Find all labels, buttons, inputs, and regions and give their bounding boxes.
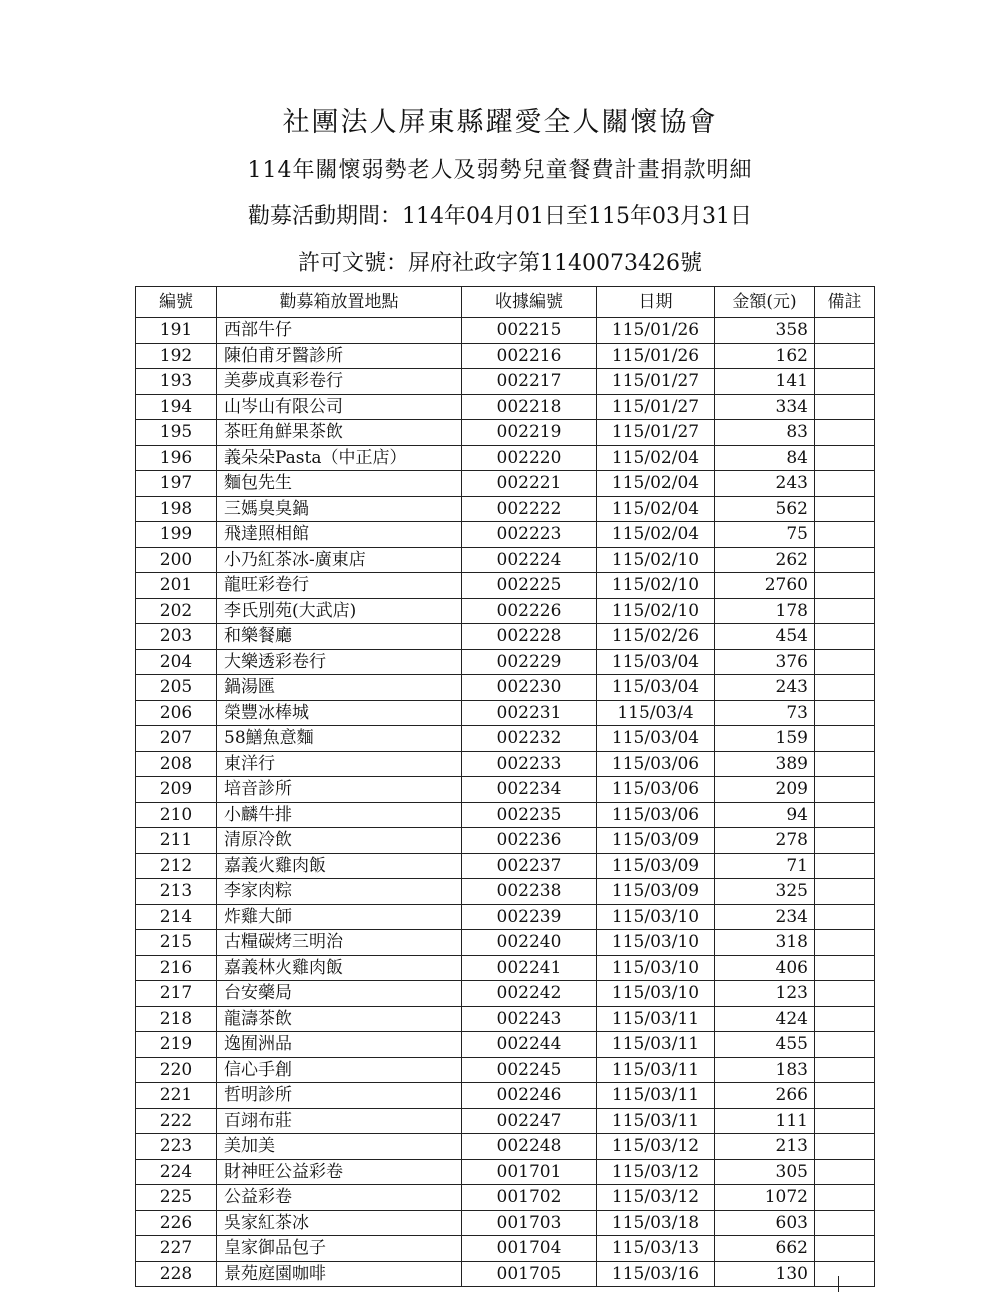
row-date: 115/02/10	[597, 598, 715, 624]
column-header-note: 備註	[815, 287, 875, 318]
row-note	[815, 777, 875, 803]
row-location: 三媽臭臭鍋	[217, 496, 462, 522]
row-receipt: 002215	[462, 318, 597, 344]
row-location: 李氏別苑(大武店)	[217, 598, 462, 624]
row-amount: 662	[715, 1236, 815, 1262]
row-receipt: 001703	[462, 1210, 597, 1236]
row-location: 58鱔魚意麵	[217, 726, 462, 752]
row-amount: 278	[715, 828, 815, 854]
row-receipt: 002224	[462, 547, 597, 573]
row-note	[815, 522, 875, 548]
row-number: 221	[136, 1083, 217, 1109]
row-location: 炸雞大師	[217, 904, 462, 930]
row-note	[815, 1236, 875, 1262]
row-note	[815, 955, 875, 981]
row-location: 美夢成真彩卷行	[217, 369, 462, 395]
row-location: 古糧碳烤三明治	[217, 930, 462, 956]
row-receipt: 002239	[462, 904, 597, 930]
row-date: 115/01/26	[597, 343, 715, 369]
row-number: 215	[136, 930, 217, 956]
row-receipt: 002245	[462, 1057, 597, 1083]
row-location: 小乃紅茶冰-廣東店	[217, 547, 462, 573]
row-receipt: 001705	[462, 1261, 597, 1287]
row-receipt: 002228	[462, 624, 597, 650]
row-number: 209	[136, 777, 217, 803]
row-date: 115/01/26	[597, 318, 715, 344]
row-location: 皇家御品包子	[217, 1236, 462, 1262]
row-location: 小麟牛排	[217, 802, 462, 828]
table-row	[136, 1210, 875, 1236]
row-location: 榮豐冰棒城	[217, 700, 462, 726]
row-receipt: 002219	[462, 420, 597, 446]
row-receipt: 002221	[462, 471, 597, 497]
row-receipt: 002246	[462, 1083, 597, 1109]
table-row	[136, 930, 875, 956]
row-note	[815, 802, 875, 828]
row-location: 嘉義林火雞肉飯	[217, 955, 462, 981]
row-amount: 75	[715, 522, 815, 548]
row-number: 203	[136, 624, 217, 650]
table-header-row	[136, 287, 875, 318]
row-amount: 318	[715, 930, 815, 956]
table-row	[136, 598, 875, 624]
table-row	[136, 675, 875, 701]
row-receipt: 002216	[462, 343, 597, 369]
table-row	[136, 624, 875, 650]
row-location: 培音診所	[217, 777, 462, 803]
row-date: 115/02/10	[597, 547, 715, 573]
row-receipt: 002233	[462, 751, 597, 777]
row-location: 龍濤茶飲	[217, 1006, 462, 1032]
row-date: 115/03/11	[597, 1083, 715, 1109]
row-number: 194	[136, 394, 217, 420]
row-date: 115/03/04	[597, 675, 715, 701]
row-amount: 243	[715, 471, 815, 497]
row-date: 115/03/04	[597, 726, 715, 752]
table-row	[136, 1032, 875, 1058]
row-receipt: 002248	[462, 1134, 597, 1160]
donation-table	[135, 286, 875, 1287]
table-row	[136, 904, 875, 930]
row-number: 216	[136, 955, 217, 981]
row-number: 202	[136, 598, 217, 624]
row-amount: 334	[715, 394, 815, 420]
table-row	[136, 649, 875, 675]
table-row	[136, 751, 875, 777]
row-note	[815, 726, 875, 752]
row-location: 嘉義火雞肉飯	[217, 853, 462, 879]
table-row	[136, 1083, 875, 1109]
row-date: 115/03/12	[597, 1134, 715, 1160]
row-amount: 94	[715, 802, 815, 828]
row-number: 227	[136, 1236, 217, 1262]
row-receipt: 002241	[462, 955, 597, 981]
row-amount: 603	[715, 1210, 815, 1236]
row-note	[815, 369, 875, 395]
table-row	[136, 700, 875, 726]
row-note	[815, 1159, 875, 1185]
row-note	[815, 1261, 875, 1287]
row-location: 清原冷飲	[217, 828, 462, 854]
row-receipt: 002231	[462, 700, 597, 726]
fundraising-period: 勸募活動期間：114年04月01日至115年03月31日	[248, 204, 752, 229]
row-amount: 406	[715, 955, 815, 981]
row-note	[815, 598, 875, 624]
row-receipt: 002236	[462, 828, 597, 854]
row-number: 218	[136, 1006, 217, 1032]
row-amount: 209	[715, 777, 815, 803]
row-location: 李家肉粽	[217, 879, 462, 905]
row-amount: 83	[715, 420, 815, 446]
row-amount: 358	[715, 318, 815, 344]
row-receipt: 002232	[462, 726, 597, 752]
row-amount: 376	[715, 649, 815, 675]
row-receipt: 002220	[462, 445, 597, 471]
row-date: 115/03/12	[597, 1185, 715, 1211]
row-number: 204	[136, 649, 217, 675]
table-row	[136, 1108, 875, 1134]
table-row	[136, 981, 875, 1007]
row-number: 214	[136, 904, 217, 930]
row-date: 115/01/27	[597, 369, 715, 395]
row-note	[815, 471, 875, 497]
row-number: 200	[136, 547, 217, 573]
row-receipt: 002238	[462, 879, 597, 905]
row-date: 115/03/06	[597, 777, 715, 803]
row-note	[815, 1057, 875, 1083]
row-number: 219	[136, 1032, 217, 1058]
table-row	[136, 955, 875, 981]
row-note	[815, 1032, 875, 1058]
row-note	[815, 1108, 875, 1134]
row-location: 西部牛仔	[217, 318, 462, 344]
row-date: 115/03/11	[597, 1006, 715, 1032]
row-note	[815, 828, 875, 854]
row-location: 景苑庭園咖啡	[217, 1261, 462, 1287]
row-receipt: 002234	[462, 777, 597, 803]
row-location: 公益彩卷	[217, 1185, 462, 1211]
row-note	[815, 496, 875, 522]
row-amount: 455	[715, 1032, 815, 1058]
row-number: 206	[136, 700, 217, 726]
row-date: 115/03/10	[597, 981, 715, 1007]
table-row	[136, 802, 875, 828]
row-amount: 262	[715, 547, 815, 573]
row-location: 台安藥局	[217, 981, 462, 1007]
row-amount: 130	[715, 1261, 815, 1287]
row-amount: 454	[715, 624, 815, 650]
row-amount: 389	[715, 751, 815, 777]
table-row	[136, 471, 875, 497]
table-row	[136, 394, 875, 420]
row-date: 115/02/10	[597, 573, 715, 599]
table-row	[136, 343, 875, 369]
row-date: 115/03/06	[597, 802, 715, 828]
table-row	[136, 420, 875, 446]
row-location: 鍋湯匯	[217, 675, 462, 701]
row-receipt: 002223	[462, 522, 597, 548]
row-number: 226	[136, 1210, 217, 1236]
row-date: 115/03/06	[597, 751, 715, 777]
row-receipt: 002218	[462, 394, 597, 420]
row-number: 213	[136, 879, 217, 905]
table-row	[136, 1159, 875, 1185]
row-date: 115/03/16	[597, 1261, 715, 1287]
table-row	[136, 445, 875, 471]
row-note	[815, 420, 875, 446]
row-number: 211	[136, 828, 217, 854]
row-note	[815, 1083, 875, 1109]
row-amount: 178	[715, 598, 815, 624]
row-number: 191	[136, 318, 217, 344]
row-location: 義朵朵Pasta（中正店）	[217, 445, 462, 471]
row-receipt: 002243	[462, 1006, 597, 1032]
table-row	[136, 1134, 875, 1160]
row-amount: 234	[715, 904, 815, 930]
row-location: 和樂餐廳	[217, 624, 462, 650]
row-date: 115/03/12	[597, 1159, 715, 1185]
row-receipt: 001704	[462, 1236, 597, 1262]
row-number: 196	[136, 445, 217, 471]
row-amount: 213	[715, 1134, 815, 1160]
row-note	[815, 751, 875, 777]
row-date: 115/03/09	[597, 853, 715, 879]
row-number: 205	[136, 675, 217, 701]
row-location: 大樂透彩卷行	[217, 649, 462, 675]
table-row	[136, 1057, 875, 1083]
row-receipt: 002230	[462, 675, 597, 701]
row-note	[815, 930, 875, 956]
row-date: 115/03/10	[597, 904, 715, 930]
row-date: 115/02/04	[597, 471, 715, 497]
row-location: 茶旺角鮮果茶飲	[217, 420, 462, 446]
row-location: 麵包先生	[217, 471, 462, 497]
column-header-receipt: 收據編號	[462, 287, 597, 318]
row-location: 東洋行	[217, 751, 462, 777]
table-row	[136, 828, 875, 854]
row-date: 115/03/18	[597, 1210, 715, 1236]
column-header-location: 勸募箱放置地點	[217, 287, 462, 318]
row-amount: 73	[715, 700, 815, 726]
row-date: 115/03/11	[597, 1032, 715, 1058]
row-number: 228	[136, 1261, 217, 1287]
organization-title: 社團法人屏東縣躍愛全人關懷協會	[282, 107, 718, 138]
row-number: 208	[136, 751, 217, 777]
table-row	[136, 1185, 875, 1211]
row-location: 山岑山有限公司	[217, 394, 462, 420]
row-receipt: 002242	[462, 981, 597, 1007]
row-number: 192	[136, 343, 217, 369]
row-number: 197	[136, 471, 217, 497]
row-note	[815, 700, 875, 726]
row-note	[815, 853, 875, 879]
row-number: 225	[136, 1185, 217, 1211]
row-amount: 424	[715, 1006, 815, 1032]
row-amount: 305	[715, 1159, 815, 1185]
row-date: 115/02/26	[597, 624, 715, 650]
row-location: 飛達照相館	[217, 522, 462, 548]
row-date: 115/03/13	[597, 1236, 715, 1262]
row-location: 吳家紅茶冰	[217, 1210, 462, 1236]
row-number: 201	[136, 573, 217, 599]
row-amount: 562	[715, 496, 815, 522]
column-header-date: 日期	[597, 287, 715, 318]
row-note	[815, 573, 875, 599]
row-note	[815, 1006, 875, 1032]
row-number: 207	[136, 726, 217, 752]
row-receipt: 002222	[462, 496, 597, 522]
row-note	[815, 547, 875, 573]
row-amount: 141	[715, 369, 815, 395]
table-row	[136, 547, 875, 573]
table-row	[136, 1236, 875, 1262]
column-header-number: 編號	[136, 287, 217, 318]
column-header-amount: 金額(元)	[715, 287, 815, 318]
row-number: 210	[136, 802, 217, 828]
row-amount: 111	[715, 1108, 815, 1134]
row-note	[815, 394, 875, 420]
row-number: 222	[136, 1108, 217, 1134]
row-receipt: 002217	[462, 369, 597, 395]
row-note	[815, 343, 875, 369]
row-amount: 162	[715, 343, 815, 369]
row-date: 115/01/27	[597, 420, 715, 446]
row-receipt: 002240	[462, 930, 597, 956]
table-row	[136, 369, 875, 395]
row-date: 115/03/11	[597, 1108, 715, 1134]
row-note	[815, 879, 875, 905]
row-date: 115/03/09	[597, 879, 715, 905]
row-date: 115/02/04	[597, 522, 715, 548]
row-amount: 2760	[715, 573, 815, 599]
row-location: 信心手創	[217, 1057, 462, 1083]
table-row	[136, 853, 875, 879]
row-number: 212	[136, 853, 217, 879]
permit-number: 許可文號：屏府社政字第1140073426號	[298, 251, 702, 276]
row-date: 115/03/10	[597, 930, 715, 956]
row-note	[815, 981, 875, 1007]
row-date: 115/03/10	[597, 955, 715, 981]
row-number: 199	[136, 522, 217, 548]
row-note	[815, 1210, 875, 1236]
row-location: 龍旺彩卷行	[217, 573, 462, 599]
row-note	[815, 904, 875, 930]
row-location: 財神旺公益彩卷	[217, 1159, 462, 1185]
row-number: 224	[136, 1159, 217, 1185]
row-receipt: 001701	[462, 1159, 597, 1185]
row-number: 198	[136, 496, 217, 522]
row-amount: 266	[715, 1083, 815, 1109]
row-number: 220	[136, 1057, 217, 1083]
row-note	[815, 318, 875, 344]
table-row	[136, 1261, 875, 1287]
row-receipt: 001702	[462, 1185, 597, 1211]
row-amount: 243	[715, 675, 815, 701]
table-row	[136, 318, 875, 344]
row-date: 115/03/04	[597, 649, 715, 675]
table-row	[136, 777, 875, 803]
row-receipt: 002229	[462, 649, 597, 675]
row-note	[815, 1134, 875, 1160]
row-amount: 183	[715, 1057, 815, 1083]
table-row	[136, 879, 875, 905]
row-location: 逸囿洲品	[217, 1032, 462, 1058]
row-number: 195	[136, 420, 217, 446]
table-row	[136, 726, 875, 752]
row-receipt: 002247	[462, 1108, 597, 1134]
row-note	[815, 675, 875, 701]
table-row	[136, 522, 875, 548]
row-date: 115/03/4	[597, 700, 715, 726]
row-receipt: 002237	[462, 853, 597, 879]
row-receipt: 002235	[462, 802, 597, 828]
row-receipt: 002225	[462, 573, 597, 599]
row-number: 217	[136, 981, 217, 1007]
row-date: 115/02/04	[597, 445, 715, 471]
row-note	[815, 624, 875, 650]
row-note	[815, 1185, 875, 1211]
row-date: 115/03/11	[597, 1057, 715, 1083]
row-date: 115/01/27	[597, 394, 715, 420]
row-amount: 123	[715, 981, 815, 1007]
row-amount: 159	[715, 726, 815, 752]
row-date: 115/02/04	[597, 496, 715, 522]
row-number: 193	[136, 369, 217, 395]
row-location: 美加美	[217, 1134, 462, 1160]
row-location: 陳伯甫牙醫診所	[217, 343, 462, 369]
project-title: 114年關懷弱勢老人及弱勢兒童餐費計畫捐款明細	[247, 158, 753, 183]
row-location: 哲明診所	[217, 1083, 462, 1109]
row-date: 115/03/09	[597, 828, 715, 854]
row-amount: 71	[715, 853, 815, 879]
row-number: 223	[136, 1134, 217, 1160]
row-note	[815, 649, 875, 675]
row-receipt: 002226	[462, 598, 597, 624]
table-row	[136, 1006, 875, 1032]
row-location: 百翊布莊	[217, 1108, 462, 1134]
table-edge-continuation	[838, 1276, 840, 1292]
row-amount: 1072	[715, 1185, 815, 1211]
table-row	[136, 573, 875, 599]
row-amount: 325	[715, 879, 815, 905]
row-note	[815, 445, 875, 471]
row-receipt: 002244	[462, 1032, 597, 1058]
table-row	[136, 496, 875, 522]
row-amount: 84	[715, 445, 815, 471]
